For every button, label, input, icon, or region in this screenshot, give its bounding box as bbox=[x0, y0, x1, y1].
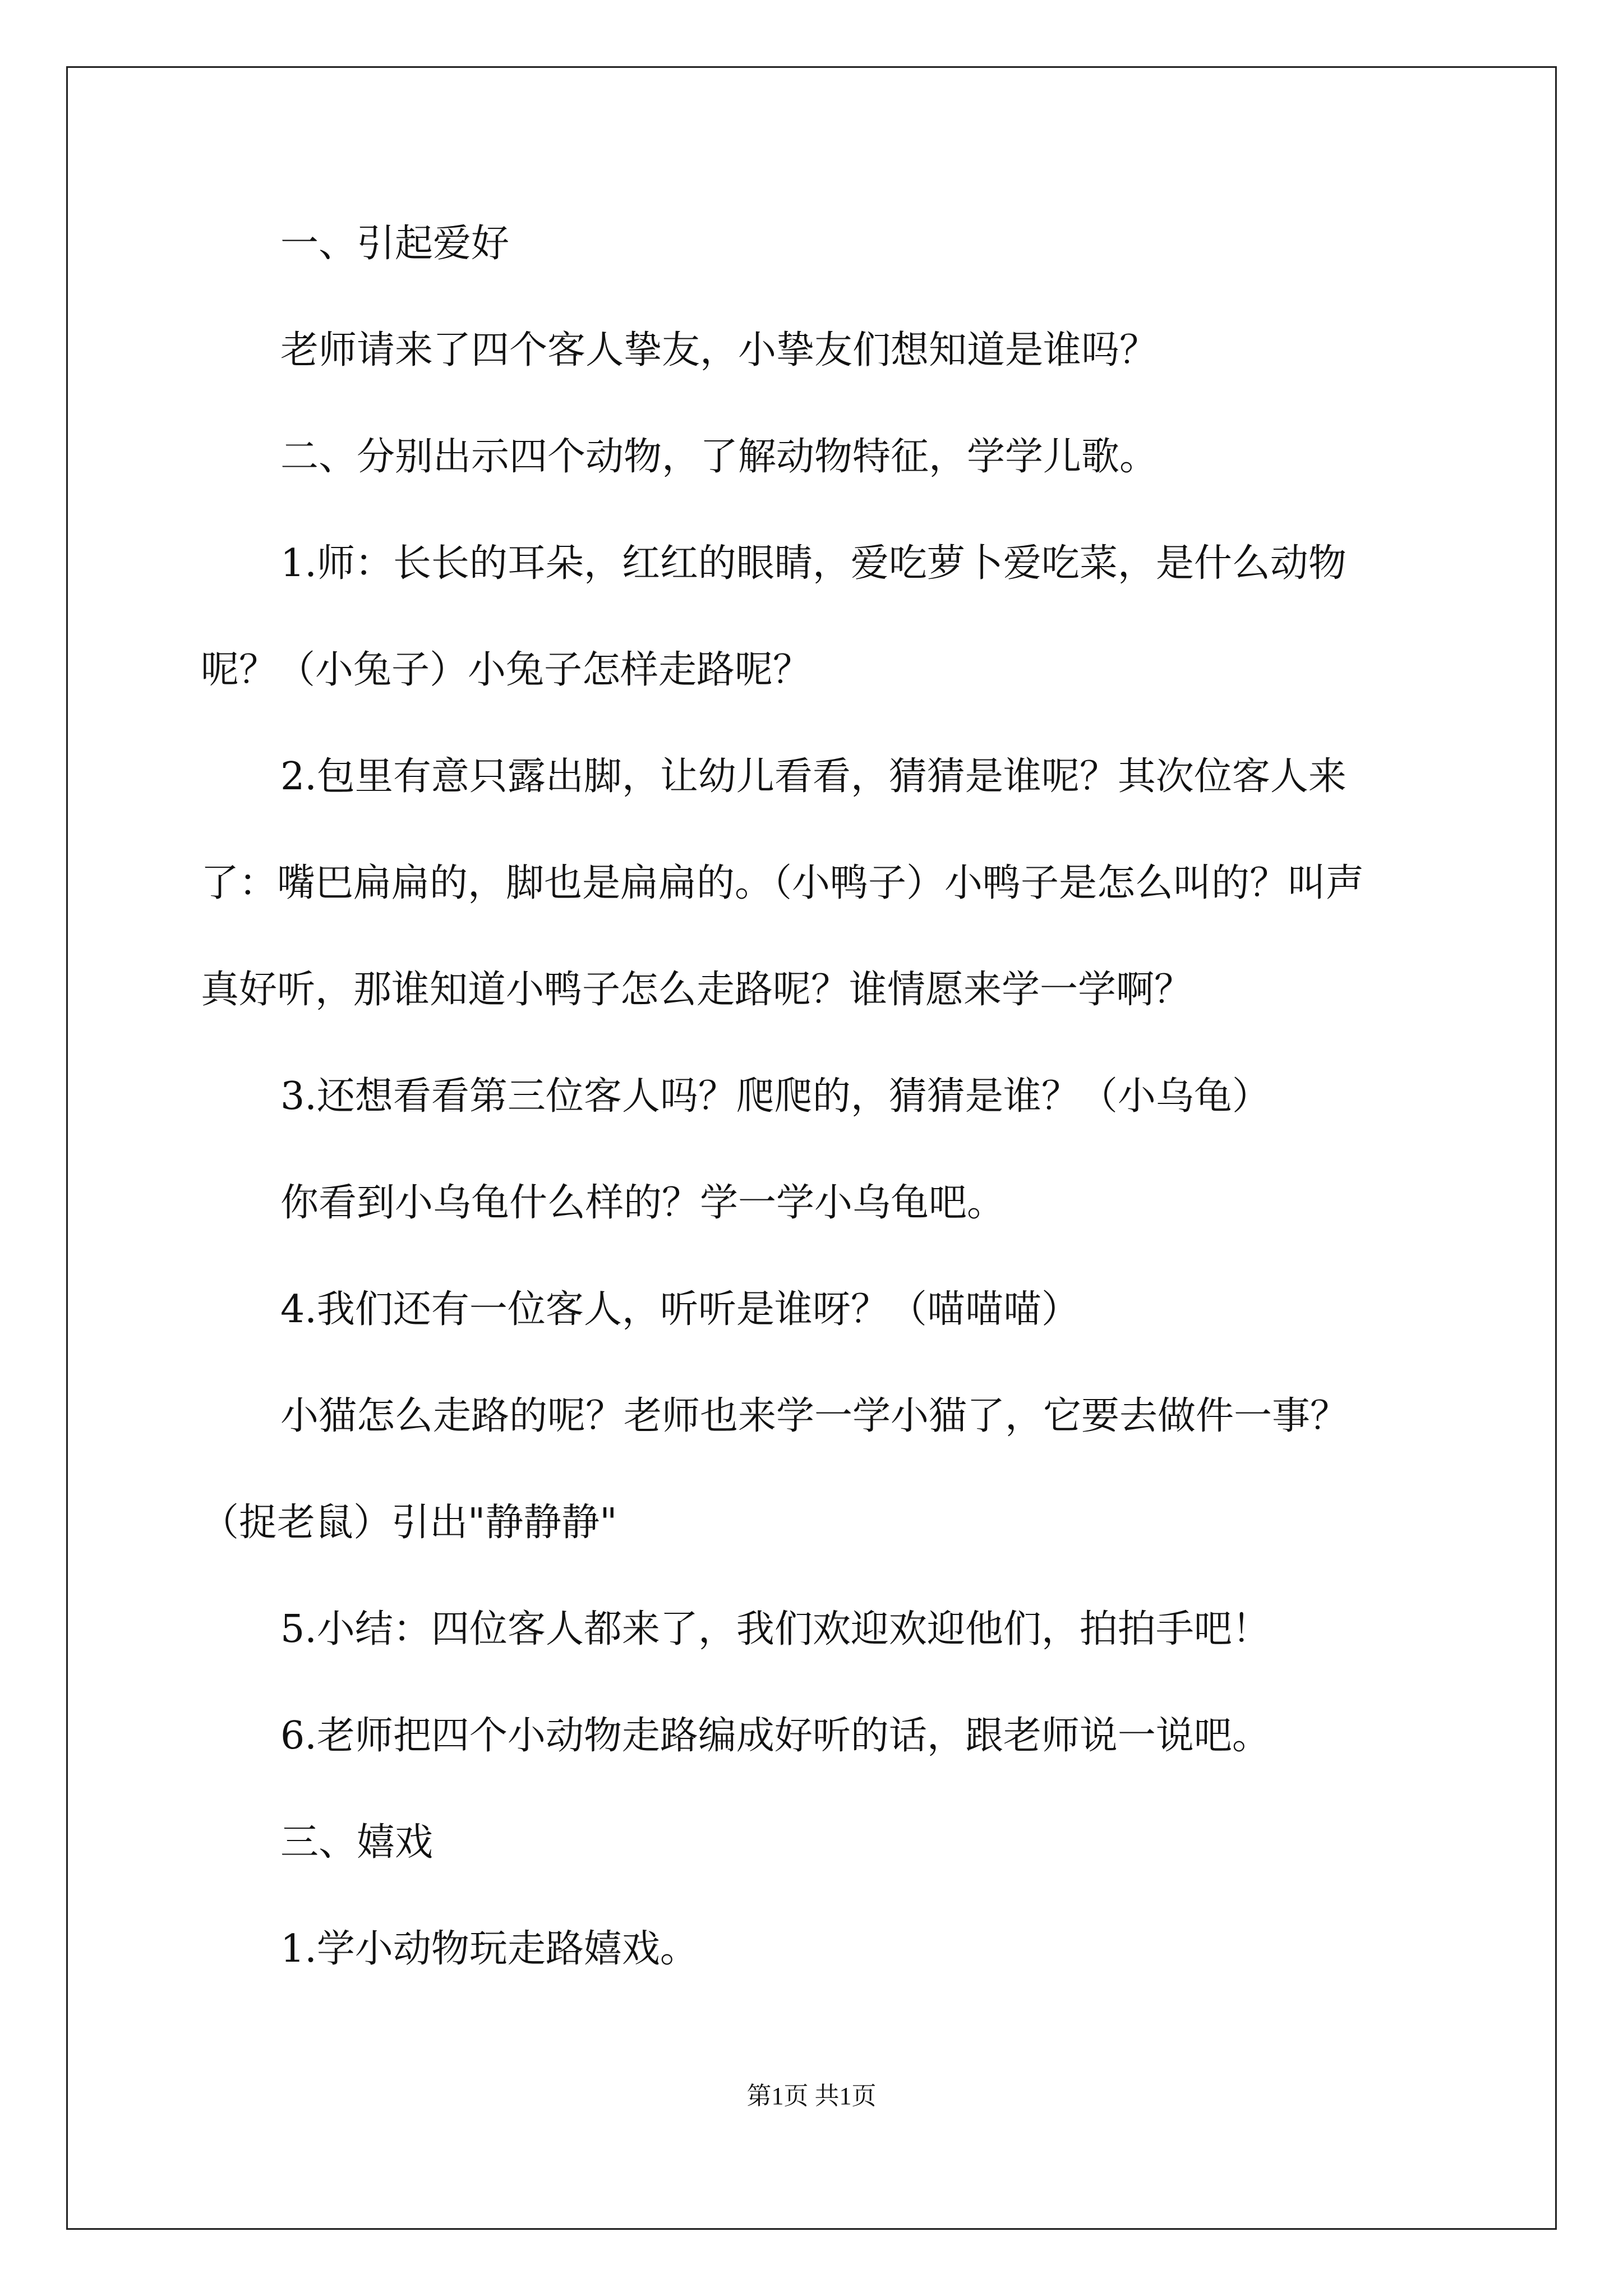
paragraph-line: 呢？（小兔子）小兔子怎样走路呢？ bbox=[201, 648, 811, 692]
section-heading-1: 一、引起爱好 bbox=[280, 222, 510, 266]
paragraph-line: 1.学小动物玩走路嬉戏。 bbox=[280, 1927, 698, 1971]
paragraph-line: 了：嘴巴扁扁的，脚也是扁扁的。（小鸭子）小鸭子是怎么叫的？叫声 bbox=[201, 861, 1364, 905]
paragraph-line: 2.包里有意只露出脚，让幼儿看看，猜猜是谁呢？其次位客人来 bbox=[280, 754, 1347, 799]
section-heading-3: 三、嬉戏 bbox=[280, 1820, 434, 1865]
paragraph-line: 老师请来了四个客人挚友，小挚友们想知道是谁吗？ bbox=[280, 328, 1158, 372]
paragraph-line: 6.老师把四个小动物走路编成好听的话，跟老师说一说吧。 bbox=[280, 1714, 1270, 1758]
page-number-footer: 第1页 共1页 bbox=[746, 2082, 877, 2110]
paragraph-line: 4.我们还有一位客人，听听是谁呀？（喵喵喵） bbox=[280, 1287, 1080, 1332]
section-heading-2: 二、分别出示四个动物，了解动物特征，学学儿歌。 bbox=[280, 435, 1158, 479]
paragraph-line: 5.小结：四位客人都来了，我们欢迎欢迎他们，拍拍手吧！ bbox=[280, 1607, 1270, 1651]
page-border bbox=[66, 66, 1557, 2230]
paragraph-line: 小猫怎么走路的呢？老师也来学一学小猫了，它要去做件一事？ bbox=[280, 1394, 1349, 1438]
paragraph-line: （捉老鼠）引出"静静静" bbox=[201, 1501, 617, 1545]
paragraph-line: 3.还想看看第三位客人吗？爬爬的，猜猜是谁？（小乌龟） bbox=[280, 1074, 1270, 1119]
paragraph-line: 你看到小乌龟什么样的？学一学小乌龟吧。 bbox=[280, 1181, 1006, 1225]
paragraph-line: 1.师：长长的耳朵，红红的眼睛，爱吃萝卜爱吃菜，是什么动物 bbox=[280, 541, 1347, 586]
paragraph-line: 真好听，那谁知道小鸭子怎么走路呢？谁情愿来学一学啊？ bbox=[201, 968, 1193, 1012]
